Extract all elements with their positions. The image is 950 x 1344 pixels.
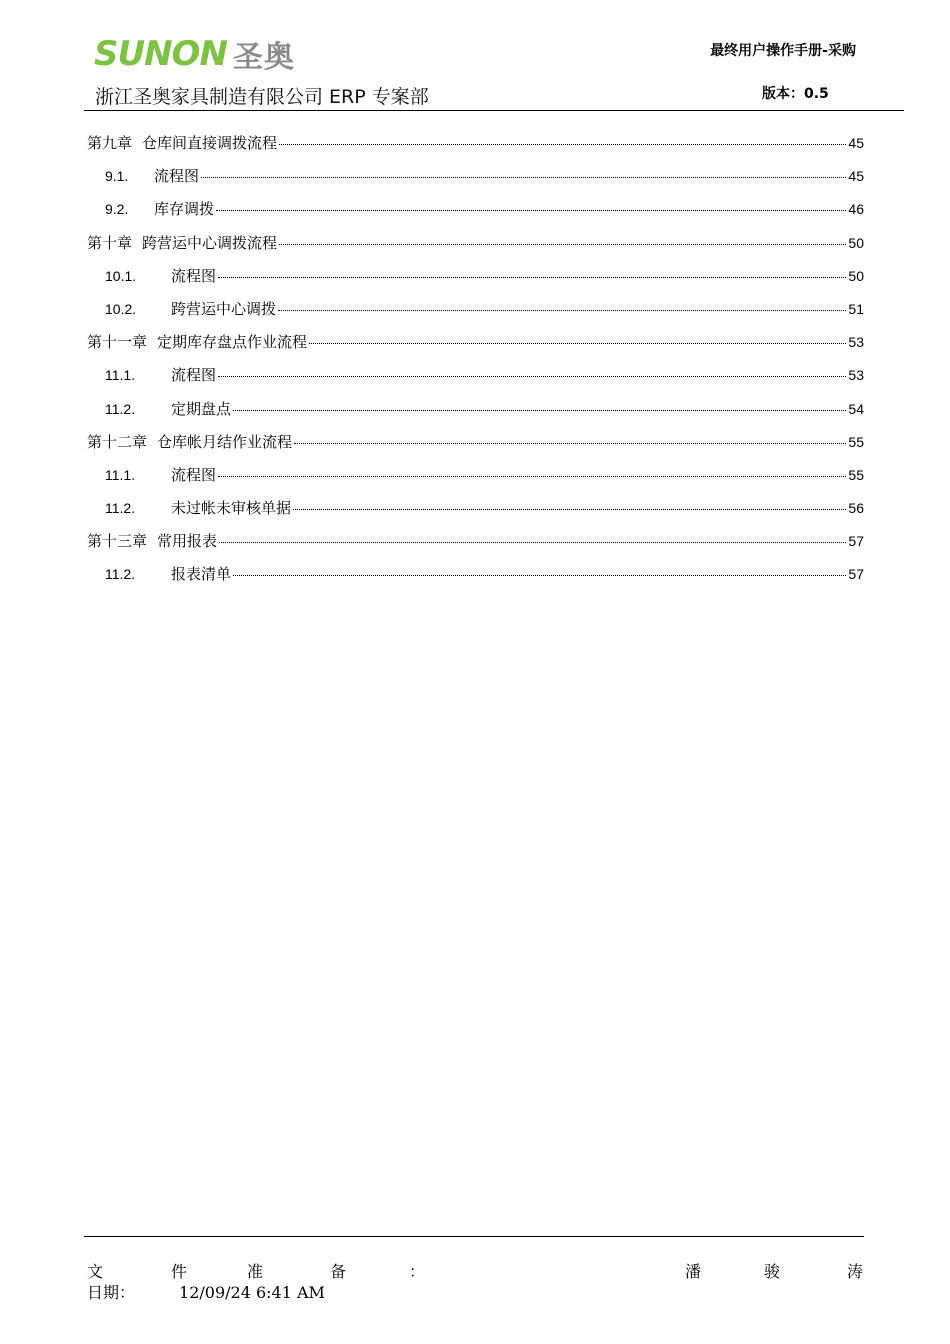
footer-prepared-by	[87, 1259, 864, 1279]
toc-entry-title: 未过帐未审核单据	[171, 499, 292, 518]
toc-dot-leader	[219, 542, 846, 543]
toc-entry-number: 9.2.	[105, 201, 129, 218]
table-of-contents	[87, 132, 864, 597]
toc-section-entry[interactable]	[87, 398, 864, 431]
toc-entry-number: 11.2.	[105, 566, 136, 583]
toc-entry-number: 10.1.	[105, 267, 137, 284]
toc-entry-number: 10.2.	[105, 300, 137, 317]
toc-entry-number: 第九章	[87, 134, 133, 152]
toc-section-entry[interactable]	[87, 198, 864, 231]
toc-page-number: 53	[848, 334, 864, 351]
toc-dot-leader	[201, 177, 846, 178]
toc-page-number: 46	[848, 201, 864, 218]
toc-entry-title: 常用报表	[157, 532, 218, 551]
toc-dot-leader	[278, 310, 846, 311]
header-divider	[84, 110, 904, 111]
toc-dot-leader	[279, 244, 846, 245]
toc-entry-title: 仓库帐月结作业流程	[157, 432, 293, 451]
footer-prep-char: 件	[171, 1262, 188, 1281]
logo-chinese-mark: 圣奥	[232, 40, 295, 75]
toc-page-number: 55	[848, 466, 864, 483]
toc-page-number: 45	[848, 168, 864, 185]
company-logo	[94, 34, 295, 75]
toc-entry-number: 第十三章	[87, 532, 148, 551]
toc-page-number: 50	[848, 234, 864, 251]
toc-entry-number: 第十二章	[87, 432, 148, 451]
footer-prep-char: 文	[87, 1262, 104, 1281]
toc-dot-leader	[309, 343, 846, 344]
toc-entry-title: 流程图	[171, 366, 217, 385]
footer-prep-char: 骏	[764, 1262, 781, 1281]
footer-divider	[84, 1236, 864, 1237]
footer-prep-char: 潘	[685, 1262, 702, 1281]
toc-section-entry[interactable]	[87, 563, 864, 596]
toc-entry-number: 11.1.	[105, 466, 136, 483]
footer-prep-char: 备	[330, 1262, 347, 1281]
toc-chapter-entry[interactable]	[87, 530, 864, 563]
toc-entry-title: 仓库间直接调拨流程	[142, 134, 278, 152]
toc-chapter-entry[interactable]	[87, 331, 864, 364]
toc-page-number: 54	[848, 400, 864, 417]
toc-entry-title: 定期库存盘点作业流程	[157, 333, 308, 352]
toc-entry-number: 第十一章	[87, 333, 148, 352]
toc-entry-title: 跨营运中心调拨流程	[142, 233, 278, 252]
toc-section-entry[interactable]	[87, 165, 864, 198]
toc-entry-title: 流程图	[171, 465, 217, 484]
toc-page-number: 53	[848, 367, 864, 384]
toc-entry-title: 库存调拨	[154, 200, 215, 219]
toc-page-number: 50	[848, 267, 864, 284]
toc-dot-leader	[294, 443, 846, 444]
toc-entry-title: 报表清单	[171, 565, 232, 584]
toc-page-number: 51	[848, 300, 864, 317]
toc-chapter-entry[interactable]	[87, 431, 864, 464]
date-value: 12/09/24 6:41 AM	[179, 1283, 325, 1302]
toc-dot-leader	[293, 509, 846, 510]
date-label: 日期：	[87, 1283, 136, 1302]
toc-dot-leader	[233, 575, 846, 576]
toc-dot-leader	[233, 410, 846, 411]
toc-section-entry[interactable]	[87, 364, 864, 397]
toc-entry-title: 定期盘点	[171, 399, 232, 418]
toc-chapter-entry[interactable]	[87, 232, 864, 265]
toc-page-number: 57	[848, 566, 864, 583]
toc-entry-number: 9.1.	[105, 168, 129, 185]
footer-prep-char: ：	[409, 1262, 426, 1281]
toc-section-entry[interactable]	[87, 464, 864, 497]
toc-section-entry[interactable]	[87, 265, 864, 298]
toc-dot-leader	[279, 144, 846, 145]
toc-entry-number: 11.1.	[105, 367, 136, 384]
toc-entry-number: 第十章	[87, 233, 133, 252]
toc-entry-number: 11.2.	[105, 400, 136, 417]
toc-page-number: 57	[848, 533, 864, 550]
logo-wordmark: SUNON	[94, 34, 227, 74]
document-version: 版本：0.5	[762, 86, 829, 102]
toc-page-number: 55	[848, 433, 864, 450]
toc-section-entry[interactable]	[87, 298, 864, 331]
company-name: 浙江圣奥家具制造有限公司 ERP 专案部	[95, 86, 429, 108]
footer-date	[87, 1280, 325, 1303]
toc-page-number: 56	[848, 500, 864, 517]
toc-dot-leader	[218, 277, 846, 278]
toc-dot-leader	[216, 210, 846, 211]
toc-entry-title: 流程图	[171, 266, 217, 285]
footer-prep-char: 涛	[847, 1262, 864, 1281]
toc-section-entry[interactable]	[87, 497, 864, 530]
toc-chapter-entry[interactable]	[87, 132, 864, 165]
toc-entry-number: 11.2.	[105, 500, 136, 517]
toc-entry-title: 跨营运中心调拨	[171, 299, 277, 318]
toc-page-number: 45	[848, 135, 864, 151]
toc-dot-leader	[218, 376, 846, 377]
toc-dot-leader	[218, 476, 846, 477]
document-title: 最终用户操作手册-采购	[710, 43, 856, 59]
footer-prep-char: 准	[247, 1262, 264, 1281]
toc-entry-title: 流程图	[154, 167, 200, 186]
